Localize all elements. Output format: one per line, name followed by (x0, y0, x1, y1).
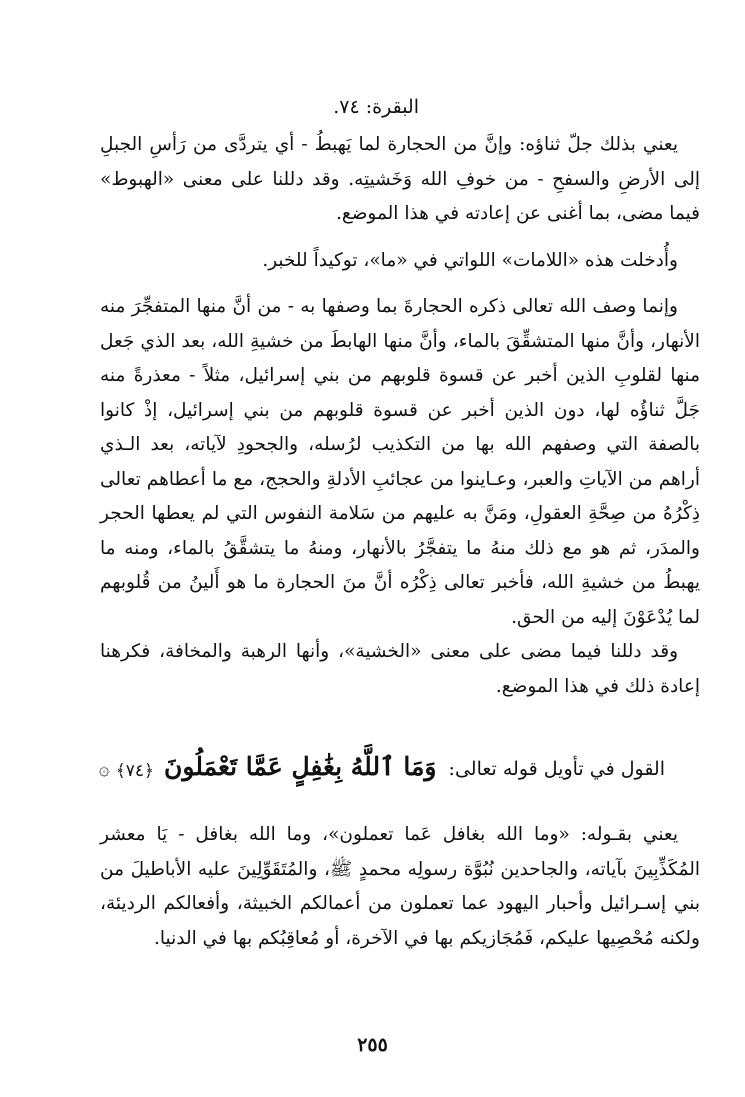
paragraph: يعني بذلك جلّ ثناؤه: وإنَّ من الحجارة لما يَهبطُ - أي يتردَّى من رَأسِ الجبلِ إلى الأرضِ والسفحِ - من خوفِ الله وَخَشيتِه. وقد دللنا على معنى «الهبوط» فيما مضى، بما أغنى عن إعادته في هذا الموضع. (100, 134, 700, 224)
paragraph: وقد دللنا فيما مضى على معنى «الخشية»، وأنها الرهبة والمخافة، فكرهنا إعادة ذلك في هذا الموضع. (100, 641, 700, 697)
commentary-text (100, 818, 700, 956)
section-heading (100, 752, 665, 781)
heading-label: القول في تأويل قوله تعالى: (448, 758, 665, 780)
main-text (100, 128, 700, 704)
ayah-number: ٧٤ (125, 760, 145, 781)
ayah-number-icon: ﴿٧٤﴾ (115, 760, 154, 781)
ornament-icon: ۞ (98, 758, 110, 780)
page-number: ٢٥٥ (357, 1034, 388, 1056)
quran-verse: وَمَا ٱللَّهُ بِغَٰفِلٍ عَمَّا تَعْمَلُونَ (164, 752, 437, 781)
paragraph: وإنما وصف الله تعالى ذكره الحجارةَ بما وصفها به - من أنَّ منها المتفجِّرَ منه الأنهار، وأنَّ منها المتشقِّقَ بالماء، وأنَّ منها الهابطَ من خشيةِ الله، بعد الذي جَعل منها لقلوبِ الذين أخبر عن قسوة قلوبهم من بني إسرائيل، مثلاً - معذرةً منه جَلَّ ثناؤُه لها، دون الذين أخبر عن قسوة قلوبهم من بني إسرائيل، إذْ كانوا بالصفة التي وصفهم الله بها من التكذيب لرُسله، والجحودِ لآياته، بعد الـذي أراهم من الآياتِ والعبر، وعـاينوا من عجائبِ الأدلةِ والحجج، مع ما أعطاهم تعالى ذِكْرُهُ من صِحَّةِ العقولِ، ومَنَّ به عليهم من سَلامة النفوس التي لم يعطها الحجر والمدَر، ثم هو مع ذلك منهُ ما يتفجَّرُ بالأنهار، ومنهُ ما يتشقَّقُ بالماء، ومنه ما يهبطُ من خشيةِ الله، فأخبر تعالى ذِكْرُه أنَّ منَ الحجارة ما هو أَلينُ من قُلوبهم لما يُدْعَوْنَ إليه من الحق. (100, 296, 700, 628)
paragraph: وأُدخلت هذه «اللامات» اللواتي في «ما»، توكيداً للخبر. (262, 249, 678, 271)
page-header: البقرة: ٧٤. (333, 96, 419, 118)
paragraph: يعني بقـوله: «وما الله بغافل عَما تعملون»، وما الله بغافل - يَا معشر المُكَذِّبِينَ بآياته، والجاحدين نُبُوَّة رسولِه محمدٍ ﷺ، والمُتَقَوِّلِينَ عليه الأباطيلَ من بني إسـرائيل وأحبار اليهود عما تعملون من أعمالكم الخبيثة، وأفعالكم الرديئة، ولكنه مُحْصِيها عليكم، فَمُجَازيكم بها في الآخرة، أو مُعاقِبُكم بها في الدنيا. (100, 824, 700, 949)
